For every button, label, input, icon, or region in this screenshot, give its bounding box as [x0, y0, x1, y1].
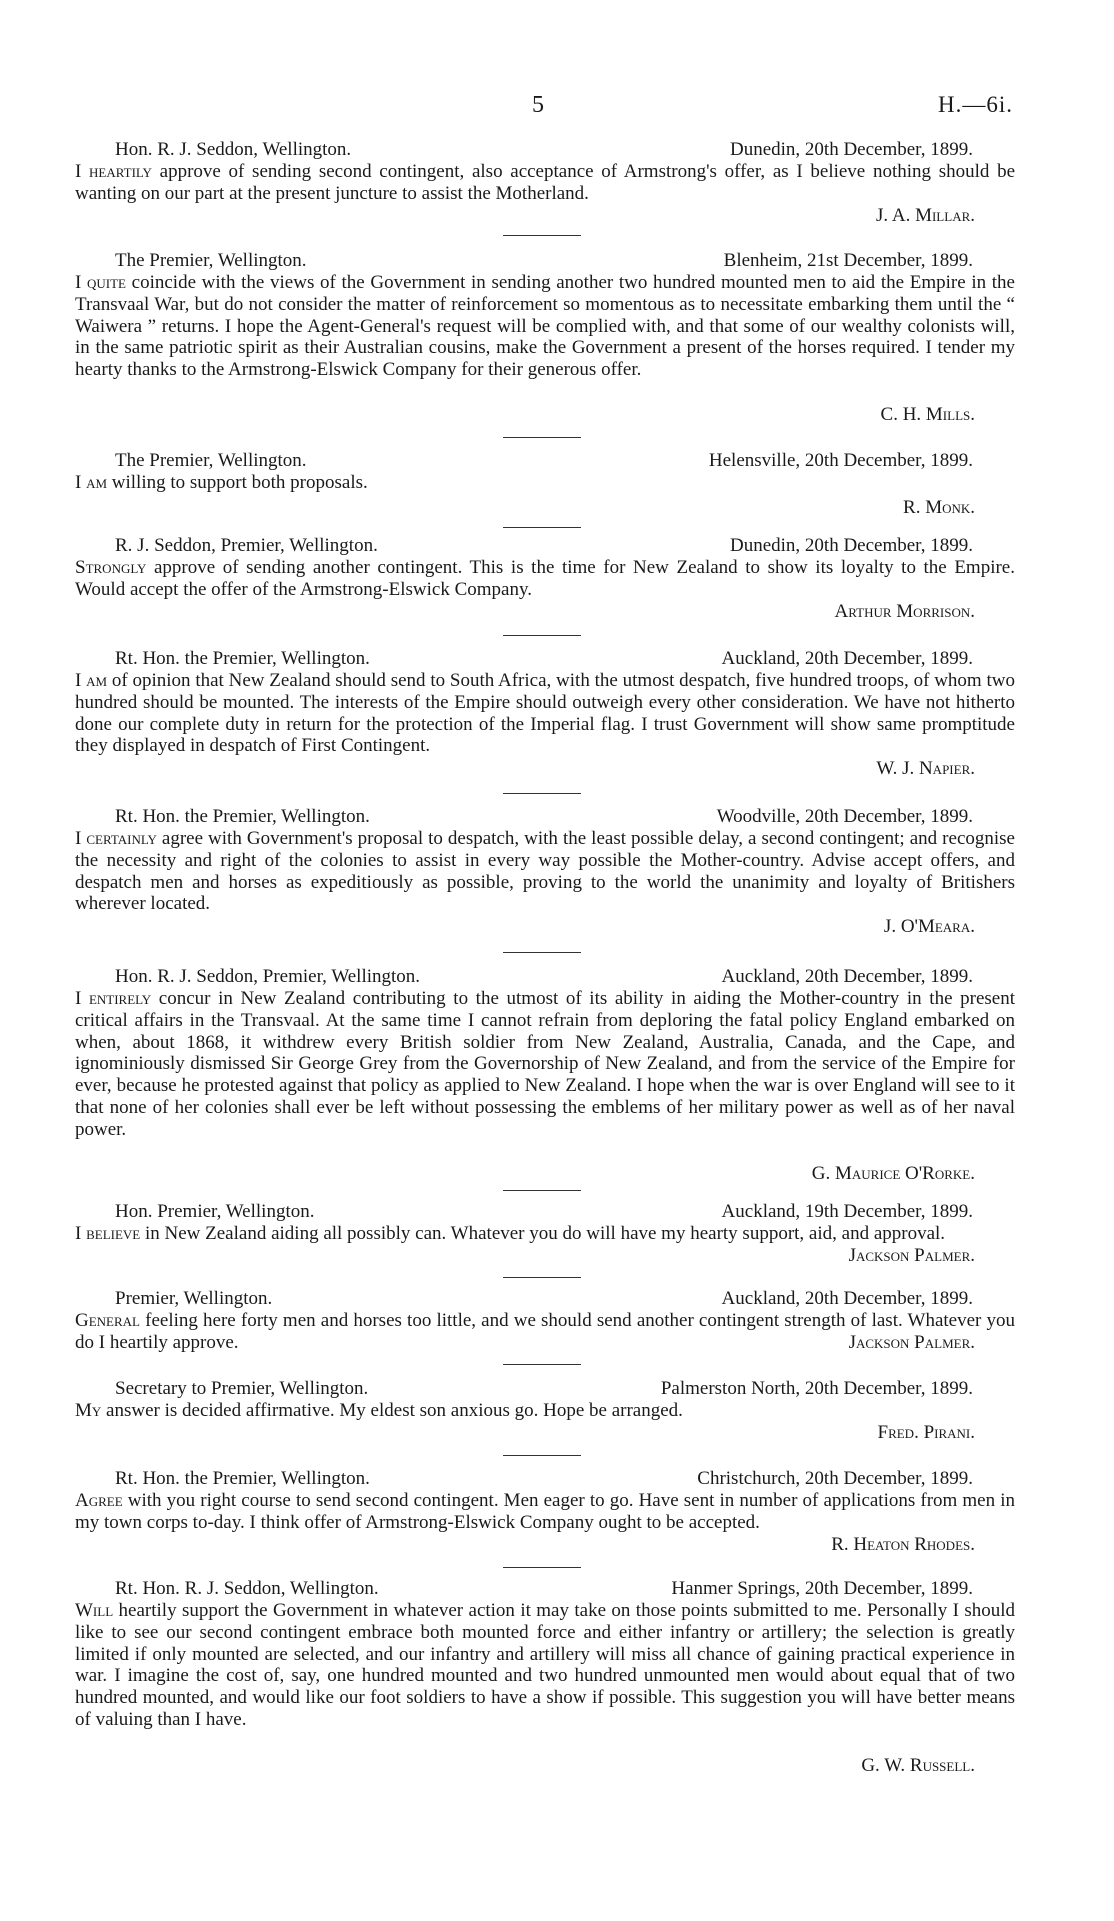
- telegram-signature: R. Monk.: [903, 497, 975, 518]
- telegram-place-date: Auckland, 20th December, 1899.: [721, 966, 973, 987]
- telegram-body: I am of opinion that New Zealand should send to South Africa, with the utmost despatch, five hundred troops, of whom two hundred should be mounted. The interests of the Empire should outweigh every other consideration. We have not hitherto done our complete duty in return for the protection of the Imperial flag. I trust Government will show same promptitude they displayed in despatch of First Contingent.: [75, 670, 1015, 757]
- telegram-body: I quite coincide with the views of the Government in sending another two hundred mounted men to aid the Empire in the Transvaal War, but do not consider the matter of reinforcement so momentous as to necessitate embarking them until the “ Waiwera ” returns. I hope the Agent-General's request will be complied with, and that some of our wealthy colonists will, in the same patriotic spirit as their Australian cousins, make the Government a present of the horses required. I tender my hearty thanks to the Armstrong-Elswick Company for their generous offer.: [75, 272, 1015, 381]
- separator-rule: [503, 635, 581, 636]
- telegram-signature: J. A. Millar.: [876, 205, 975, 226]
- telegram-place-date: Auckland, 19th December, 1899.: [721, 1201, 973, 1222]
- telegram-body: My answer is decided affirmative. My eldest son anxious go. Hope be arranged.: [75, 1400, 683, 1421]
- separator-rule: [503, 793, 581, 794]
- telegram-signature: Arthur Morrison.: [834, 601, 975, 622]
- telegram-morrison: [75, 535, 1015, 622]
- telegram-body: I am willing to support both proposals.: [75, 472, 368, 493]
- telegram-monk: [75, 450, 1015, 518]
- telegram-russell: [75, 1578, 1015, 1776]
- telegram-recipient: R. J. Seddon, Premier, Wellington.: [115, 535, 378, 556]
- telegram-rhodes: [75, 1468, 1015, 1555]
- telegram-recipient: Hon. R. J. Seddon, Premier, Wellington.: [115, 966, 421, 987]
- separator-rule: [503, 1455, 581, 1456]
- separator-rule: [503, 952, 581, 953]
- telegram-ororke: [75, 966, 1015, 1184]
- separator-rule: [503, 1190, 581, 1191]
- telegram-signature: G. Maurice O'Rorke.: [811, 1163, 975, 1184]
- telegram-signature: Fred. Pirani.: [877, 1422, 975, 1443]
- telegram-palmer-1: [75, 1201, 1015, 1266]
- telegram-signature: C. H. Mills.: [880, 404, 975, 425]
- telegram-recipient: Rt. Hon. the Premier, Wellington.: [115, 806, 370, 827]
- page-number: 5: [532, 92, 544, 118]
- telegram-body: Will heartily support the Government in whatever action it may take on those points submitted to me. Personally I should like to see our second contingent embrace both mounted force and either infantry or artillery; the selection is greatly limited if only mounted are selected, and our infantry and artillery will miss all chance of gaining practical experience in war. I imagine the cost of, say, one hundred mounted and two hundred unmounted men would about equal that of two hundred mounted, and would like our foot soldiers to have a show if possible. This suggestion you will have better means of valuing than I have.: [75, 1600, 1015, 1730]
- telegram-signature: Jackson Palmer.: [848, 1332, 975, 1353]
- page-reference: H.—6i.: [938, 92, 1013, 117]
- telegram-place-date: Auckland, 20th December, 1899.: [721, 648, 973, 669]
- telegram-recipient: Rt. Hon. the Premier, Wellington.: [115, 648, 370, 669]
- telegram-recipient: The Premier, Wellington.: [115, 450, 307, 471]
- telegram-signature: J. O'Meara.: [883, 916, 975, 937]
- telegram-recipient: Rt. Hon. the Premier, Wellington.: [115, 1468, 370, 1489]
- separator-rule: [503, 437, 581, 438]
- telegram-body: General feeling here forty men and horses too little, and we should send another contingent strength of last. Whatever you do I heartily approve.: [75, 1310, 1015, 1353]
- telegram-signature: G. W. Russell.: [861, 1755, 975, 1776]
- telegram-place-date: Auckland, 20th December, 1899.: [721, 1288, 973, 1309]
- separator-rule: [503, 235, 581, 236]
- telegram-body: I believe in New Zealand aiding all possibly can. Whatever you do will have my hearty support, aid, and approval.: [75, 1223, 946, 1244]
- telegram-place-date: Blenheim, 21st December, 1899.: [723, 250, 973, 271]
- telegram-signature: R. Heaton Rhodes.: [831, 1534, 975, 1555]
- telegram-body: I entirely concur in New Zealand contributing to the utmost of its ability in aiding the Mother-country in the present critical affairs in the Transvaal. At the same time I cannot refrain from deploring the fatal policy England embarked on when, about 1868, it withdrew every British soldier from New Zealand, Australia, Canada, and the Cape, and ignominiously dismissed Sir George Grey from the Governorship of New Zealand, and from the service of the Empire for ever, because he protested against that policy as applied to New Zealand. I hope when the war is over England will see to it that none of her colonies shall ever be left without possessing the emblems of her military power as well as of her naval power.: [75, 988, 1015, 1140]
- telegram-place-date: Helensville, 20th December, 1899.: [708, 450, 973, 471]
- telegram-mills: [75, 250, 1015, 425]
- telegram-place-date: Woodville, 20th December, 1899.: [716, 806, 973, 827]
- telegram-place-date: Palmerston North, 20th December, 1899.: [660, 1378, 973, 1399]
- telegram-napier: [75, 648, 1015, 779]
- telegram-recipient: Rt. Hon. R. J. Seddon, Wellington.: [115, 1578, 379, 1599]
- telegram-place-date: Dunedin, 20th December, 1899.: [729, 535, 973, 556]
- telegram-body: Strongly approve of sending another contingent. This is the time for New Zealand to show its loyalty to the Empire. Would accept the offer of the Armstrong-Elswick Company.: [75, 557, 1015, 600]
- separator-rule: [503, 1364, 581, 1365]
- telegram-recipient: Hon. R. J. Seddon, Wellington.: [115, 139, 352, 160]
- telegram-recipient: The Premier, Wellington.: [115, 250, 307, 271]
- telegram-millar: [75, 139, 1015, 226]
- telegram-signature: Jackson Palmer.: [848, 1245, 975, 1266]
- telegram-body: I certainly agree with Government's proposal to despatch, with the least possible delay, a second contingent; and recognise the necessity and right of the colonies to assist in every way possible the Mother-country. Advise accept offers, and despatch men and horses as expeditiously as possible, proving to the world the unanimity and loyalty of Britishers wherever located.: [75, 828, 1015, 915]
- telegram-omeara: [75, 806, 1015, 937]
- telegram-signature: W. J. Napier.: [876, 758, 975, 779]
- telegram-recipient: Premier, Wellington.: [115, 1288, 273, 1309]
- telegram-recipient: Secretary to Premier, Wellington.: [115, 1378, 369, 1399]
- telegram-place-date: Christchurch, 20th December, 1899.: [697, 1468, 973, 1489]
- telegram-place-date: Hanmer Springs, 20th December, 1899.: [671, 1578, 973, 1599]
- telegram-body: I heartily approve of sending second contingent, also acceptance of Armstrong's offer, as I believe nothing should be wanting on our part at the present juncture to assist the Motherland.: [75, 161, 1015, 204]
- telegram-recipient: Hon. Premier, Wellington.: [115, 1201, 315, 1222]
- telegram-palmer-2: [75, 1288, 1015, 1354]
- telegram-pirani: [75, 1378, 1015, 1443]
- telegram-place-date: Dunedin, 20th December, 1899.: [729, 139, 973, 160]
- telegram-body: Agree with you right course to send second contingent. Men eager to go. Have sent in number of applications from men in my town corps to-day. I think offer of Armstrong-Elswick Company ought to be accepted.: [75, 1490, 1015, 1533]
- separator-rule: [503, 1567, 581, 1568]
- separator-rule: [503, 527, 581, 528]
- separator-rule: [503, 1277, 581, 1278]
